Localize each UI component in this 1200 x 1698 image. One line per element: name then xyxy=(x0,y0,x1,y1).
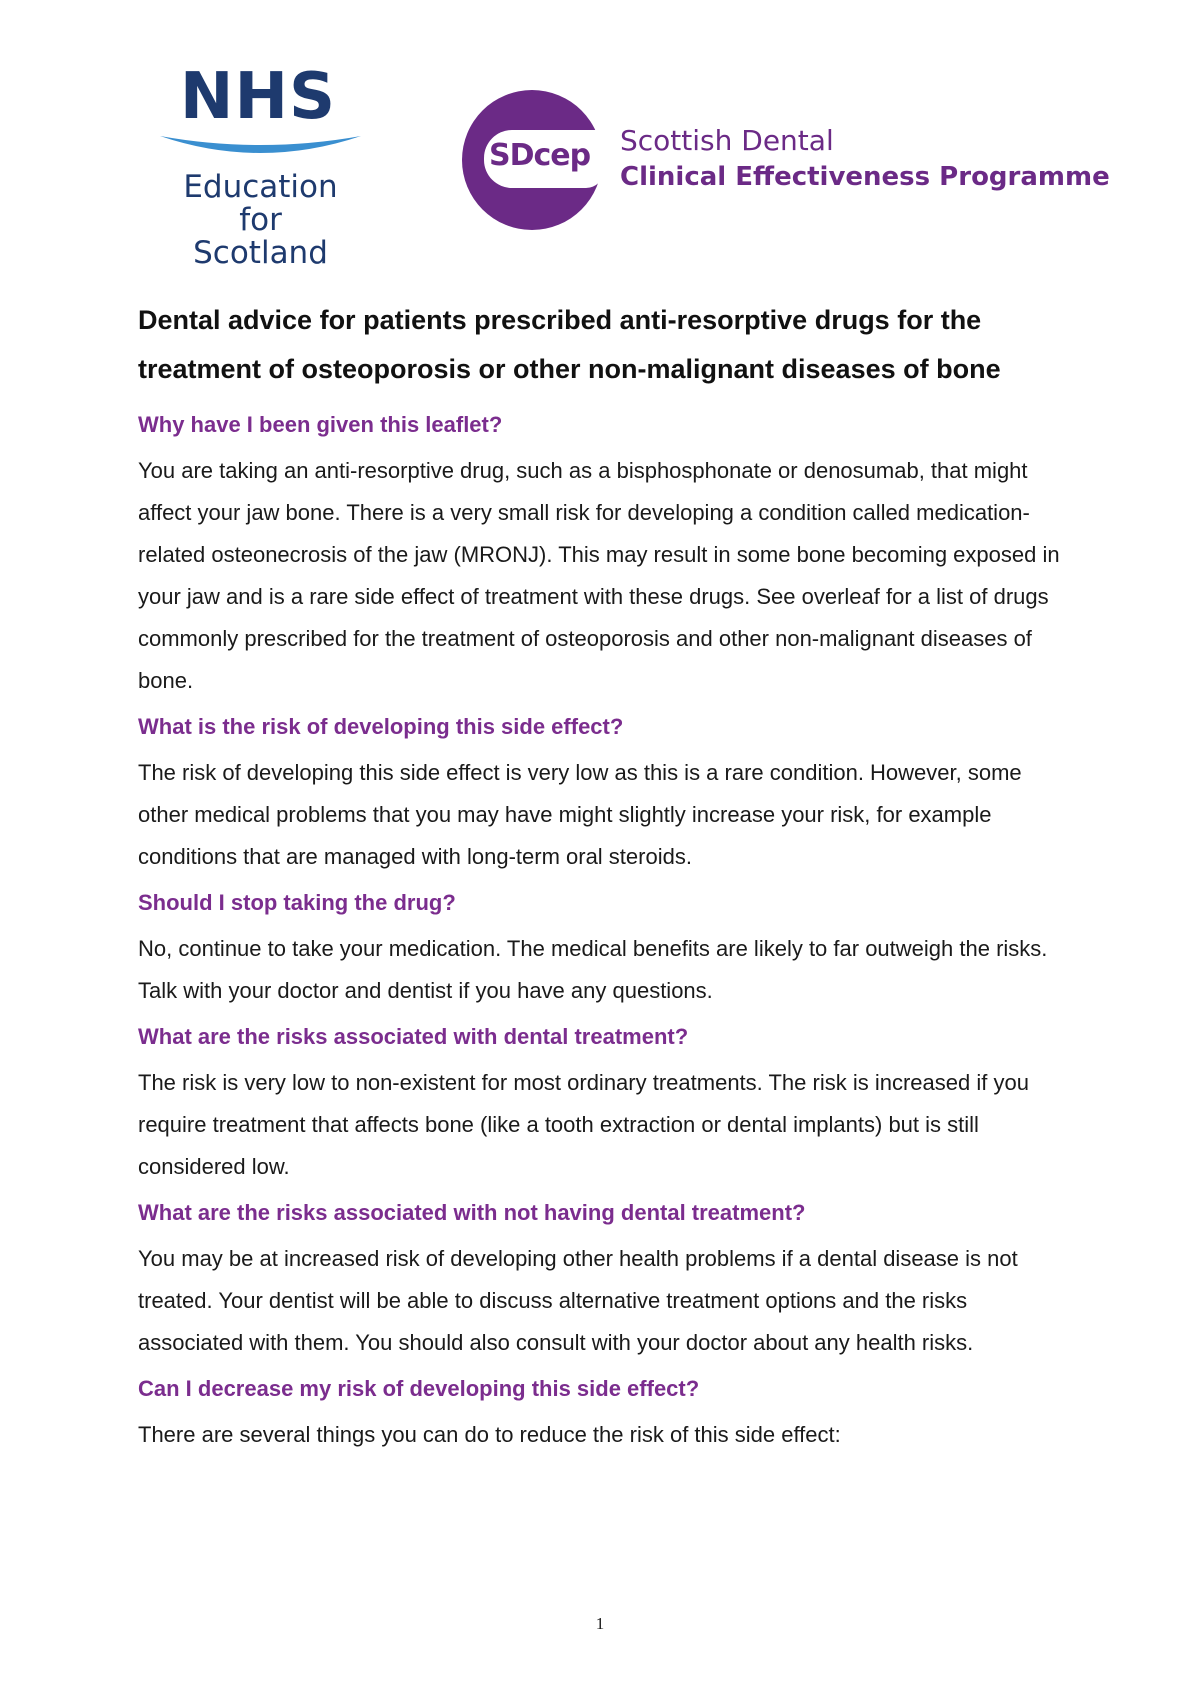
nhs-logo-line1: Education xyxy=(183,169,338,205)
page-title: Dental advice for patients prescribed anti-resorptive drugs for the treatment of osteoporosis or other non-malignant diseases of bone xyxy=(138,305,1001,384)
nhs-logo-wordmark: NHS xyxy=(179,60,337,134)
section-body: No, continue to take your medication. The medical benefits are likely to far outweigh the risks. Talk with your doctor and dentist if you have any questions. xyxy=(138,936,1048,1003)
section-body: The risk is very low to non-existent for most ordinary treatments. The risk is increased if you require treatment that affects bone (like a tooth extraction or dental implants) but is still considered low. xyxy=(138,1070,1029,1179)
nhs-logo-line2: for xyxy=(239,202,282,238)
section-body: You may be at increased risk of developing other health problems if a dental disease is not treated. Your dentist will be able to discuss alternative treatment options and the risks associated with them. You should also consult with your doctor about any health risks. xyxy=(138,1246,1018,1355)
leaflet-content xyxy=(138,296,1073,1456)
page-number: 1 xyxy=(595,1614,605,1633)
sdcep-name-line1: Scottish Dental xyxy=(620,124,834,157)
sdcep-mark-text: SDcep xyxy=(489,138,591,173)
sdcep-name-line2: Clinical Effectiveness Programme xyxy=(620,162,1110,192)
section-body: The risk of developing this side effect is very low as this is a rare condition. However, some other medical problems that you may have might slightly increase your risk, for example conditions that are managed with long-term oral steroids. xyxy=(138,760,1022,869)
section-heading: What is the risk of developing this side effect? xyxy=(138,714,624,739)
section-heading: What are the risks associated with dental treatment? xyxy=(138,1024,689,1049)
sdcep-logo-mark xyxy=(462,90,612,240)
section-heading: What are the risks associated with not having dental treatment? xyxy=(138,1200,806,1225)
section-heading: Should I stop taking the drug? xyxy=(138,890,456,915)
section-heading: Can I decrease my risk of developing this side effect? xyxy=(138,1376,700,1401)
nhs-logo-line3: Scotland xyxy=(193,235,328,271)
section-body: There are several things you can do to reduce the risk of this side effect: xyxy=(138,1422,841,1447)
nhs-swoosh-icon xyxy=(158,130,363,164)
section-heading: Why have I been given this leaflet? xyxy=(138,412,503,437)
nhs-education-scotland-logo xyxy=(148,60,373,285)
section-body: You are taking an anti-resorptive drug, such as a bisphosphonate or denosumab, that might affect your jaw bone. There is a very small risk for developing a condition called medication-related osteonecrosis of the jaw (MRONJ). This may result in some bone becoming exposed in your jaw and is a rare side effect of treatment with these drugs. See overleaf for a list of drugs commonly prescribed for the treatment of osteoporosis and other non-malignant diseases of bone. xyxy=(138,458,1060,693)
